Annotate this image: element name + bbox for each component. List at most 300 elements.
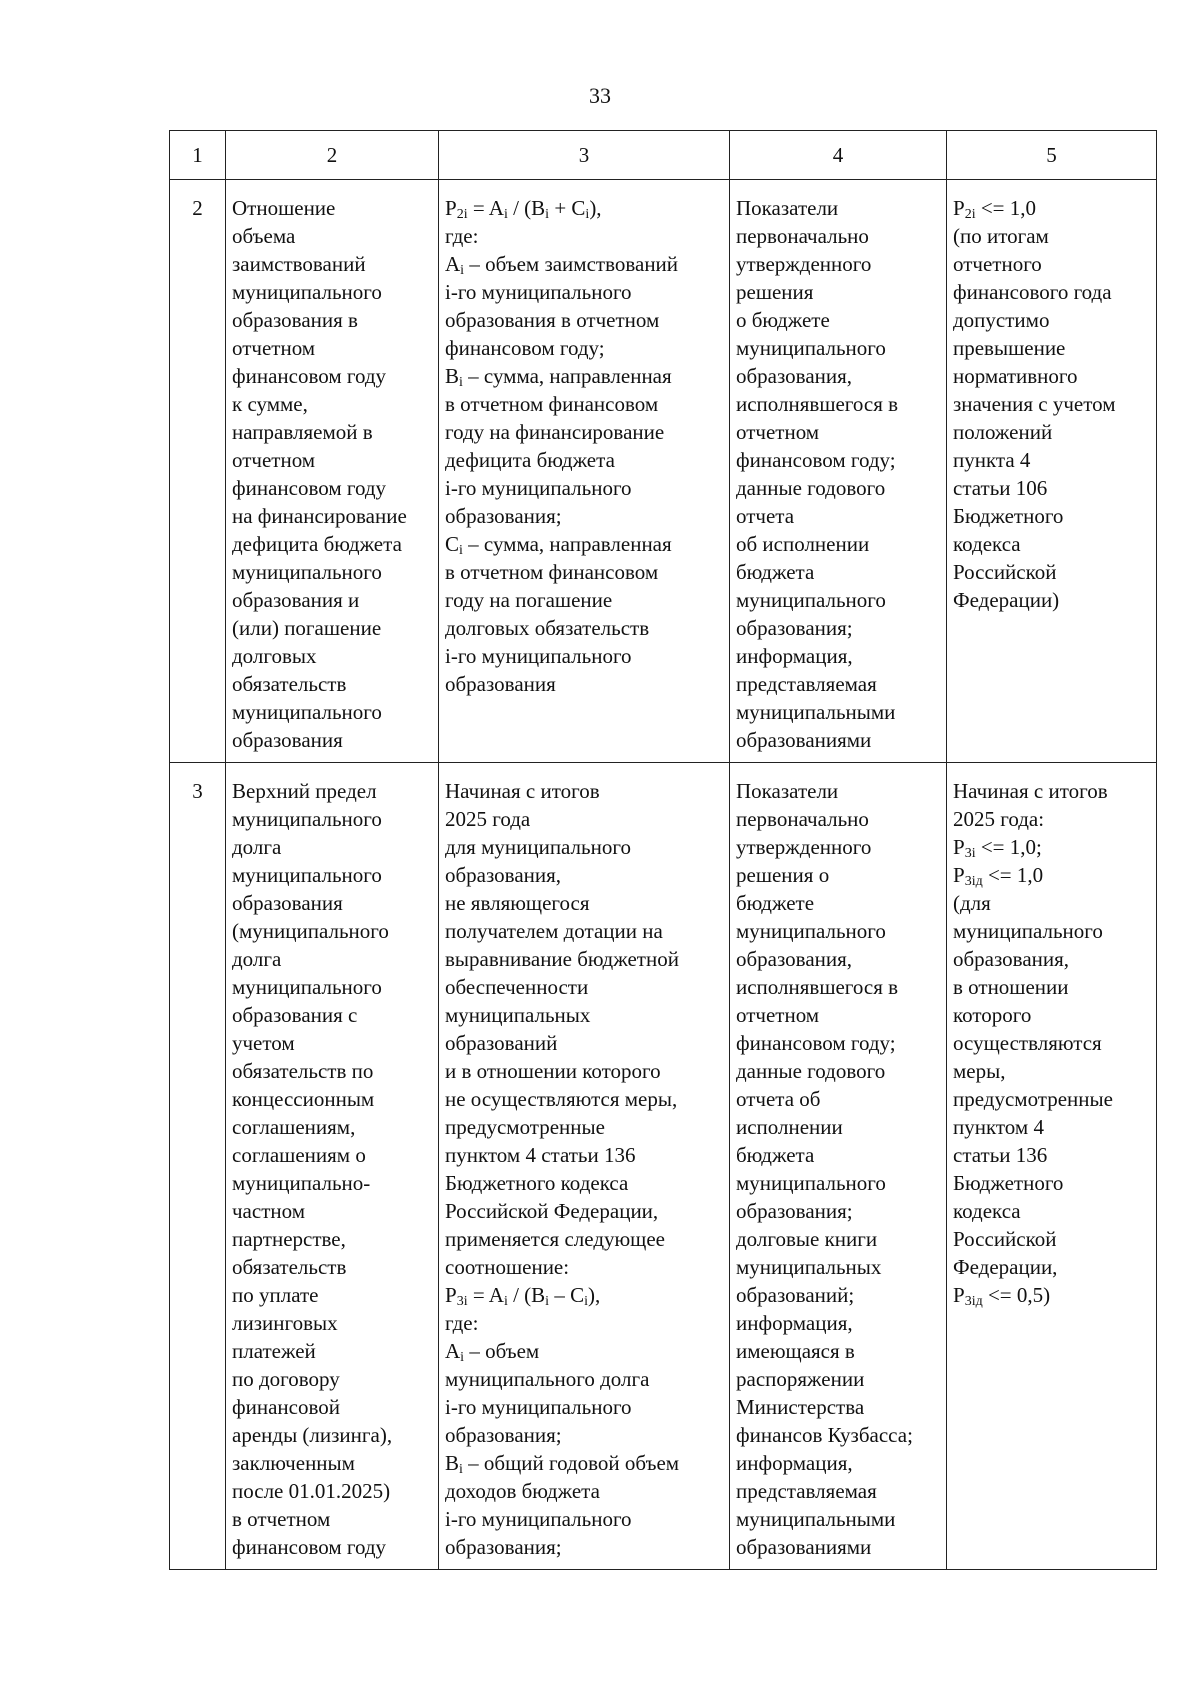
cell-line: решения о [736, 863, 830, 887]
source-data-cell [730, 180, 947, 763]
text-fragment: A [445, 1339, 461, 1363]
cell-line: отчетном [232, 448, 316, 472]
cell-line [445, 362, 726, 390]
cell-line: финансов Кузбасса; [736, 1423, 913, 1447]
subscript: i [585, 207, 590, 222]
cell-line: Показатели [736, 196, 839, 220]
text-fragment: не осуществляются меры, [445, 1087, 678, 1111]
cell-line [953, 973, 1153, 1001]
cell-line: (муниципального [232, 919, 389, 943]
cell-line: бюджета [736, 1143, 815, 1167]
text-fragment: P [953, 835, 965, 859]
cell-line: информация, [736, 1451, 853, 1475]
cell-line: первоначально [736, 224, 869, 248]
cell-line: по уплате [232, 1283, 319, 1307]
cell-line: объема [232, 224, 296, 248]
cell-line [445, 670, 726, 698]
cell-line: образования в [232, 308, 358, 332]
cell-line: муниципальными [736, 1507, 896, 1531]
cell-line: отчета об [736, 1087, 821, 1111]
cell-line [953, 777, 1153, 805]
cell-line: муниципального [232, 280, 382, 304]
cell-line [953, 805, 1153, 833]
cell-line [953, 278, 1153, 306]
text-fragment: где: [445, 224, 479, 248]
cell-line [445, 1225, 726, 1253]
cell-line: о бюджете [736, 308, 830, 332]
cell-line: финансовом году; [736, 448, 896, 472]
text-fragment: i-го муниципального [445, 476, 632, 500]
text-fragment: меры, [953, 1059, 1006, 1083]
cell-line: образования, [736, 364, 853, 388]
text-fragment: для муниципального [445, 835, 631, 859]
source-data-cell [730, 763, 947, 1570]
cell-line: Верхний предел [232, 779, 377, 803]
cell-line: муниципального [232, 807, 382, 831]
indicator-name-cell [226, 763, 439, 1570]
cell-line: к сумме, [232, 392, 308, 416]
cell-line [445, 446, 726, 474]
cell-line: утвержденного [736, 835, 872, 859]
cell-line: образования и [232, 588, 360, 612]
cell-line [445, 1449, 726, 1477]
text-fragment: доходов бюджета [445, 1479, 600, 1503]
text-fragment: году на финансирование [445, 420, 665, 444]
cell-line [445, 614, 726, 642]
table-row [170, 763, 1157, 1570]
cell-line: финансовом году [232, 364, 387, 388]
cell-line: образования, [736, 947, 853, 971]
cell-line [445, 502, 726, 530]
cell-line [445, 474, 726, 502]
text-fragment: P [953, 1283, 965, 1307]
cell-line: данные годового [736, 476, 886, 500]
text-fragment: выравнивание бюджетной [445, 947, 679, 971]
cell-line: образования; [736, 1199, 853, 1223]
cell-line [445, 194, 726, 222]
cell-line: бюджета [736, 560, 815, 584]
cell-line [953, 889, 1153, 917]
text-fragment: в отношении [953, 975, 1069, 999]
cell-line: данные годового [736, 1059, 886, 1083]
cell-line: частном [232, 1199, 306, 1223]
subscript: 3iд [964, 874, 983, 889]
cell-line: первоначально [736, 807, 869, 831]
text-fragment: кодекса [953, 1199, 1021, 1223]
text-fragment: и в отношении которого [445, 1059, 661, 1083]
text-fragment: году на погашение [445, 588, 613, 612]
cell-line [445, 390, 726, 418]
text-fragment: P [953, 863, 965, 887]
cell-line: исполнявшегося в [736, 392, 899, 416]
text-fragment: A [445, 252, 461, 276]
text-fragment: Российской Федерации, [445, 1199, 659, 1223]
subscript: 2i [964, 207, 976, 222]
subscript: 3iд [964, 1294, 983, 1309]
cell-line [953, 446, 1153, 474]
cell-line: информация, [736, 644, 853, 668]
cell-line: отчета [736, 504, 795, 528]
text-fragment: <= 1,0 [982, 863, 1044, 887]
cell-line [953, 222, 1153, 250]
cell-line: муниципального [736, 1171, 886, 1195]
text-fragment: – сумма, направленная [462, 532, 672, 556]
cell-line [445, 642, 726, 670]
indicator-name-cell [226, 180, 439, 763]
cell-line: образованиями [736, 728, 872, 752]
cell-line: представляемая [736, 1479, 877, 1503]
text-fragment: (для [953, 891, 991, 915]
subscript: 2i [456, 207, 468, 222]
text-fragment: образования в отчетном [445, 308, 660, 332]
text-fragment: P [953, 196, 965, 220]
cell-line [953, 474, 1153, 502]
text-fragment: предусмотренные [445, 1115, 605, 1139]
subscript: 3i [456, 1294, 468, 1309]
cell-line [445, 777, 726, 805]
text-fragment: соотношение: [445, 1255, 570, 1279]
cell-line [445, 222, 726, 250]
cell-line: образования с [232, 1003, 358, 1027]
cell-line [953, 1113, 1153, 1141]
cell-line [953, 1001, 1153, 1029]
cell-line [445, 1141, 726, 1169]
text-fragment: – объем [464, 1339, 540, 1363]
cell-line [445, 334, 726, 362]
table-header-row [170, 131, 1157, 180]
cell-line: бюджете [736, 891, 815, 915]
text-fragment: дефицита бюджета [445, 448, 615, 472]
cell-line [445, 1533, 726, 1561]
cell-line: дефицита бюджета [232, 532, 402, 556]
subscript: i [459, 543, 463, 558]
cell-line [953, 362, 1153, 390]
cell-line: учетом [232, 1031, 295, 1055]
cell-line: соглашениям о [232, 1143, 366, 1167]
text-fragment: Российской [953, 560, 1057, 584]
cell-line [953, 250, 1153, 278]
cell-line: образования [232, 728, 343, 752]
text-fragment: образования; [445, 504, 562, 528]
text-fragment: i-го муниципального [445, 1507, 632, 1531]
cell-line: муниципального [736, 336, 886, 360]
cell-line: муниципального [232, 560, 382, 584]
subscript: i [459, 375, 463, 390]
cell-line [445, 306, 726, 334]
cell-line [445, 917, 726, 945]
cell-line: представляемая [736, 672, 877, 696]
text-fragment: <= 1,0 [975, 196, 1037, 220]
cell-line: образования; [736, 616, 853, 640]
text-fragment: i-го муниципального [445, 280, 632, 304]
page-number: 33 [589, 83, 611, 108]
cell-line [953, 1057, 1153, 1085]
text-fragment: Федерации) [953, 588, 1060, 612]
text-fragment: не являющегося [445, 891, 590, 915]
text-fragment: B [445, 364, 460, 388]
cell-line: распоряжении [736, 1367, 865, 1391]
cell-line [953, 1281, 1153, 1309]
cell-line [953, 833, 1153, 861]
cell-line [445, 1505, 726, 1533]
cell-line [445, 1365, 726, 1393]
text-fragment: которого [953, 1003, 1032, 1027]
text-fragment: образования, [445, 863, 562, 887]
cell-line: обязательств по [232, 1059, 374, 1083]
cell-line [953, 1085, 1153, 1113]
cell-line [953, 1253, 1153, 1281]
subscript: i [545, 1294, 550, 1309]
cell-line: по договору [232, 1367, 340, 1391]
cell-line [445, 1337, 726, 1365]
text-fragment: применяется следующее [445, 1227, 665, 1251]
cell-line: утвержденного [736, 252, 872, 276]
text-fragment: осуществляются [953, 1031, 1102, 1055]
cell-line: отчетном [736, 1003, 820, 1027]
text-fragment: Начиная с итогов [953, 779, 1108, 803]
cell-line [953, 861, 1153, 889]
cell-line [445, 278, 726, 306]
row-number: 2 [170, 180, 226, 763]
text-fragment: C [445, 532, 460, 556]
cell-line: партнерстве, [232, 1227, 346, 1251]
cell-line: после 01.01.2025) [232, 1479, 391, 1503]
text-fragment: долговых обязательств [445, 616, 650, 640]
cell-line: финансовом году [232, 1535, 387, 1559]
text-fragment: отчетного [953, 252, 1042, 276]
cell-line: решения [736, 280, 814, 304]
cell-line: исполнении [736, 1115, 843, 1139]
cell-line [953, 917, 1153, 945]
threshold-cell [947, 763, 1157, 1570]
cell-line: исполнявшегося в [736, 975, 899, 999]
cell-line [445, 1309, 726, 1337]
text-fragment: – общий годовой объем [462, 1451, 680, 1475]
criteria-table [169, 130, 1157, 1570]
subscript: i [460, 1350, 465, 1365]
cell-line [445, 530, 726, 558]
cell-line [445, 945, 726, 973]
text-fragment: Российской [953, 1227, 1057, 1251]
cell-line: в отчетном [232, 1507, 331, 1531]
cell-line [953, 945, 1153, 973]
cell-line: финансовом году; [736, 1031, 896, 1055]
cell-line: образованиями [736, 1535, 872, 1559]
text-fragment: <= 1,0; [975, 835, 1042, 859]
cell-line [445, 586, 726, 614]
text-fragment: образования [445, 672, 556, 696]
text-fragment: P [445, 196, 457, 220]
subscript: i [584, 1294, 588, 1309]
cell-line [445, 833, 726, 861]
text-fragment: образования; [445, 1535, 562, 1559]
text-fragment: где: [445, 1311, 479, 1335]
cell-line: на финансирование [232, 504, 407, 528]
text-fragment: 2025 года: [953, 807, 1045, 831]
header-cell-5: 5 [947, 131, 1157, 180]
subscript: i [545, 207, 550, 222]
text-fragment: пункта 4 [953, 448, 1031, 472]
cell-line [953, 586, 1153, 614]
row-number: 3 [170, 763, 226, 1570]
text-fragment: (по итогам [953, 224, 1049, 248]
cell-line [445, 1477, 726, 1505]
cell-line [953, 1141, 1153, 1169]
cell-line [445, 1057, 726, 1085]
text-fragment: / (B [507, 1283, 546, 1307]
formula-cell [439, 763, 730, 1570]
cell-line [953, 418, 1153, 446]
text-fragment: образований [445, 1031, 558, 1055]
text-fragment: допустимо [953, 308, 1050, 332]
cell-line: муниципального [736, 588, 886, 612]
text-fragment: в отчетном финансовом [445, 560, 659, 584]
text-fragment: статьи 136 [953, 1143, 1048, 1167]
text-fragment: образования; [445, 1423, 562, 1447]
cell-line: муниципального [232, 700, 382, 724]
text-fragment: Бюджетного [953, 504, 1064, 528]
text-fragment: Федерации, [953, 1255, 1058, 1279]
text-fragment: Начиная с итогов [445, 779, 600, 803]
text-fragment: – C [549, 1283, 585, 1307]
text-fragment: предусмотренные [953, 1087, 1113, 1111]
cell-line: муниципального [232, 975, 382, 999]
text-fragment: муниципального долга [445, 1367, 650, 1391]
cell-line: Министерства [736, 1395, 865, 1419]
text-fragment: Бюджетного [953, 1171, 1064, 1195]
text-fragment: кодекса [953, 532, 1021, 556]
text-fragment: нормативного [953, 364, 1078, 388]
cell-line: платежей [232, 1339, 316, 1363]
cell-line: информация, [736, 1311, 853, 1335]
text-fragment: пунктом 4 [953, 1115, 1044, 1139]
text-fragment: значения с учетом [953, 392, 1116, 416]
cell-line: имеющаяся в [736, 1339, 855, 1363]
cell-line [445, 418, 726, 446]
subscript: i [503, 207, 508, 222]
text-fragment: получателем дотации на [445, 919, 663, 943]
cell-line: аренды (лизинга), [232, 1423, 393, 1447]
text-fragment: ), [587, 1283, 601, 1307]
cell-line: концессионным [232, 1087, 375, 1111]
cell-line [445, 1197, 726, 1225]
text-fragment: ), [589, 196, 602, 220]
text-fragment: обеспеченности [445, 975, 589, 999]
text-fragment: финансовом году; [445, 336, 605, 360]
cell-line: заключенным [232, 1451, 355, 1475]
cell-line: долговых [232, 644, 317, 668]
cell-line: долга [232, 947, 282, 971]
text-fragment: статьи 106 [953, 476, 1048, 500]
cell-line [445, 1029, 726, 1057]
cell-line [445, 1085, 726, 1113]
cell-line [953, 306, 1153, 334]
cell-line [445, 250, 726, 278]
header-cell-1: 1 [170, 131, 226, 180]
cell-line [445, 1421, 726, 1449]
text-fragment: P [445, 1283, 457, 1307]
cell-line [953, 1029, 1153, 1057]
cell-line [445, 1113, 726, 1141]
cell-line [953, 502, 1153, 530]
cell-line [953, 530, 1153, 558]
text-fragment: / (B [507, 196, 546, 220]
text-fragment: муниципального [953, 919, 1103, 943]
cell-line: Показатели [736, 779, 839, 803]
cell-line [445, 1393, 726, 1421]
text-fragment: = A [467, 196, 504, 220]
text-fragment: 2025 года [445, 807, 531, 831]
cell-line [445, 861, 726, 889]
header-cell-2: 2 [226, 131, 439, 180]
text-fragment: Бюджетного кодекса [445, 1171, 629, 1195]
text-fragment: финансового года [953, 280, 1112, 304]
cell-line: долга [232, 835, 282, 859]
cell-line: образований; [736, 1283, 855, 1307]
cell-line: образования [232, 891, 343, 915]
cell-line: отчетном [736, 420, 820, 444]
cell-line: муниципальными [736, 700, 896, 724]
threshold-cell [947, 180, 1157, 763]
cell-line: муниципального [232, 863, 382, 887]
cell-line [445, 1253, 726, 1281]
cell-line [445, 1169, 726, 1197]
subscript: i [459, 1462, 463, 1477]
text-fragment: превышение [953, 336, 1066, 360]
text-fragment: в отчетном финансовом [445, 392, 659, 416]
cell-line [445, 1281, 726, 1309]
header-cell-3: 3 [439, 131, 730, 180]
formula-cell [439, 180, 730, 763]
cell-line: направляемой в [232, 420, 373, 444]
cell-line: обязательств [232, 672, 347, 696]
cell-line: (или) погашение [232, 616, 382, 640]
cell-line [953, 390, 1153, 418]
text-fragment: пунктом 4 статьи 136 [445, 1143, 636, 1167]
cell-line: финансовом году [232, 476, 387, 500]
cell-line [445, 558, 726, 586]
cell-line [953, 1169, 1153, 1197]
cell-line [445, 973, 726, 1001]
text-fragment: i-го муниципального [445, 644, 632, 668]
cell-line [445, 1001, 726, 1029]
text-fragment: = A [467, 1283, 504, 1307]
text-fragment: i-го муниципального [445, 1395, 632, 1419]
subscript: 3i [964, 846, 976, 861]
cell-line: об исполнении [736, 532, 870, 556]
cell-line: Отношение [232, 196, 336, 220]
cell-line [953, 558, 1153, 586]
cell-line: финансовой [232, 1395, 340, 1419]
cell-line: заимствований [232, 252, 366, 276]
cell-line [953, 1197, 1153, 1225]
text-fragment: муниципальных [445, 1003, 591, 1027]
cell-line: соглашениям, [232, 1115, 356, 1139]
text-fragment: B [445, 1451, 460, 1475]
text-fragment: + C [549, 196, 586, 220]
cell-line: муниципально- [232, 1171, 371, 1195]
cell-line [445, 889, 726, 917]
subscript: i [503, 1294, 508, 1309]
cell-line: отчетном [232, 336, 316, 360]
cell-line: долговые книги [736, 1227, 878, 1251]
cell-line: обязательств [232, 1255, 347, 1279]
header-cell-4: 4 [730, 131, 947, 180]
text-fragment: образования, [953, 947, 1070, 971]
text-fragment: положений [953, 420, 1053, 444]
cell-line [953, 334, 1153, 362]
cell-line: муниципального [736, 919, 886, 943]
